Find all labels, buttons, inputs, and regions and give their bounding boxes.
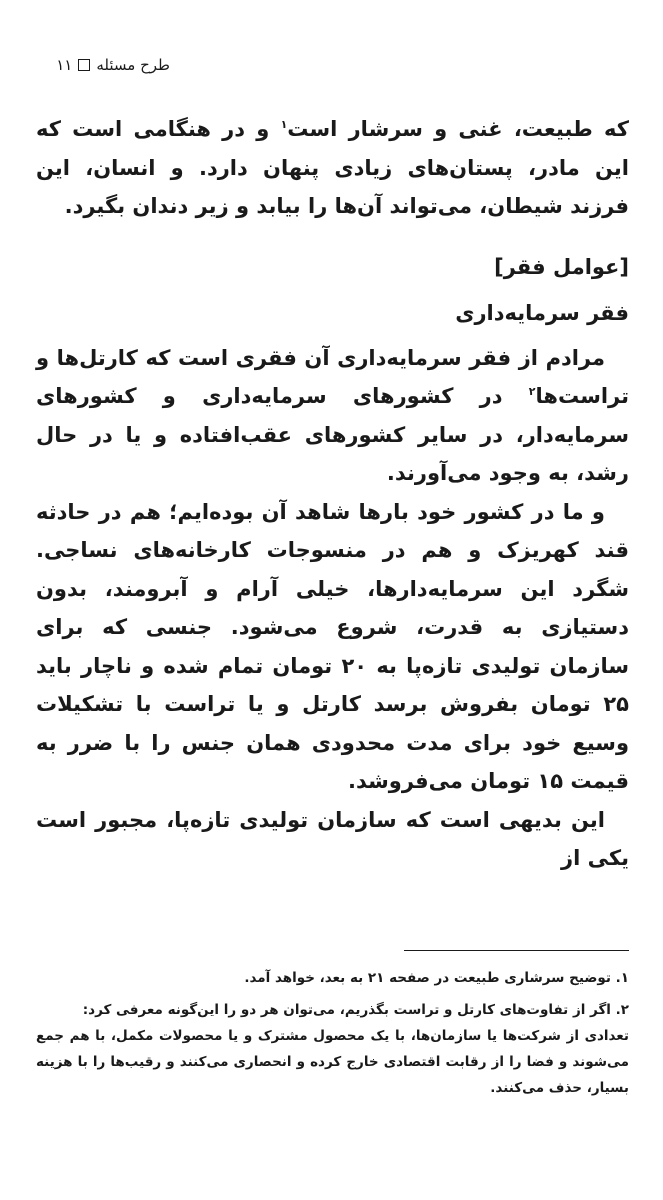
running-title: طرح مسئله	[96, 56, 170, 74]
paragraph-1	[36, 110, 629, 226]
footnote-2-body: تعدادی از شرکت‌ها یا سازمان‌ها، با یک محصول مشترک و یا محصولات مکمل، با هم جمع می‌شوند و فضا را از رقابت اقتصادی خارج کرده و انحصاری می‌کنند و رقیب‌ها را با هزینه بسیار، حذف می‌کنند.	[36, 1028, 629, 1096]
running-header	[30, 50, 170, 80]
paragraph-2	[36, 339, 629, 493]
footnote-2-title: ۲. اگر از تفاوت‌های کارتل و تراست بگذریم، می‌توان هر دو را این‌گونه معرفی کرد:	[82, 1002, 629, 1018]
sub-heading: فقر سرمایه‌داری	[455, 301, 629, 325]
footnote-ref-1: ۱	[280, 118, 288, 131]
paragraph-1-text: که طبیعت، غنی و سرشار است	[287, 117, 629, 141]
footnote-ref-2: ۲	[528, 385, 536, 398]
footnotes	[36, 965, 629, 1101]
square-bullet-icon	[78, 59, 90, 71]
paragraph-2-rest: در کشورهای سرمایه‌داری و کشورهای سرمایه‌دار، در سایر کشورهای عقب‌افتاده و یا در حال رشد، به وجود می‌آورند.	[36, 384, 629, 485]
footnote-divider	[404, 950, 629, 951]
paragraph-3: و ما در کشور خود بارها شاهد آن بوده‌ایم؛ هم در حادثه قند کهریزک و هم در منسوجات کارخانه‌های نساجی. شگرد این سرمایه‌دارها، خیلی آرام و آبرومند، بدون دستیازی به قدرت، شروع می‌شود. جنسی که برای سازمان تولیدی تازه‌پا به ۲۰ تومان تمام شده و ناچار باید ۲۵ تومان بفروش برسد کارتل و یا تراست با تشکیلات وسیع خود برای مدت محدودی همان جنس را با ضرر به قیمت ۱۵ تومان می‌فروشد.	[36, 499, 629, 793]
paragraph-1-rest: و در هنگامی است که این مادر، پستان‌های زیادی پنهان دارد. و انسان، این فرزند شیطان، می‌تواند آن‌ها را بیابد و زیر دندان بگیرد.	[36, 117, 629, 218]
body-text	[36, 110, 629, 878]
section-heading: [عوامل فقر]	[494, 254, 629, 279]
page-number: ۱۱	[56, 56, 73, 74]
paragraph-4: این بدیهی است که سازمان تولیدی تازه‌پا، مجبور است یکی از	[36, 807, 629, 870]
paragraph-2-text: مرادم از فقر سرمایه‌داری آن فقری است که کارتل‌ها و تراست‌ها	[36, 345, 629, 408]
footnote-1: ۱. توضیح سرشاری طبیعت در صفحه ۲۱ به بعد، خواهد آمد.	[244, 970, 629, 986]
